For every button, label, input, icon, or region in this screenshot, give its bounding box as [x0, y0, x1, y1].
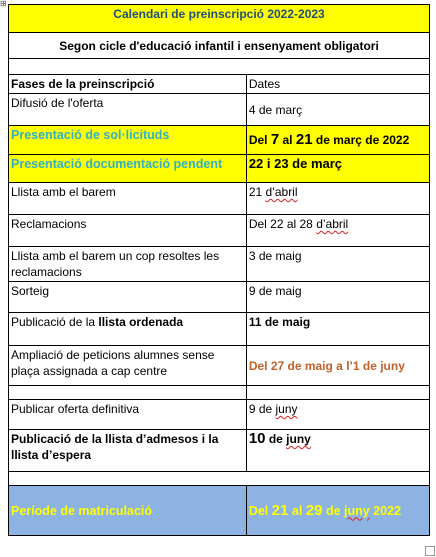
- spacer-cell: [9, 472, 430, 486]
- date-text: 9 de: [248, 402, 276, 416]
- table-row: [9, 94, 430, 126]
- date-cell: 9 de maig: [246, 282, 429, 313]
- phase-cell: Llista amb el barem: [9, 183, 247, 215]
- phase-cell: Llista amb el barem un cop resoltes les reclamacions: [9, 247, 247, 282]
- phase-text-bold: llista ordenada: [98, 315, 184, 329]
- document-page: [8, 4, 430, 536]
- table-row: [9, 183, 430, 215]
- spacer-row: [9, 386, 430, 400]
- table-title: Calendari de preinscripció 2022-2023: [9, 5, 430, 33]
- phase-cell: Sorteig: [9, 282, 247, 313]
- table-row: [9, 430, 430, 472]
- table-row: [9, 155, 430, 183]
- table-move-handle-icon[interactable]: ⊞: [0, 0, 7, 8]
- date-number: 7: [270, 131, 280, 148]
- phase-text: Publicació de la: [11, 315, 99, 329]
- date-text: Del 22 al 28: [248, 217, 317, 231]
- spell-check-word[interactable]: d’abril: [265, 185, 298, 199]
- spacer-cell: [9, 386, 247, 400]
- enrollment-period-row: [9, 486, 430, 536]
- date-cell: 3 de maig: [246, 247, 429, 282]
- period-label: Període de matriculació: [9, 486, 247, 536]
- spacer-row: [9, 59, 430, 75]
- header-phases: Fases de la preinscripció: [9, 75, 247, 94]
- table-row: [9, 346, 430, 386]
- spacer-cell: [9, 59, 430, 75]
- header-dates: Dates: [246, 75, 429, 94]
- date-cell: Del 27 de maig a l’1 de juny: [246, 346, 429, 386]
- table-subtitle: Segon cicle d'educació infantil i ensenyament obligatori: [9, 33, 430, 59]
- phase-cell: Ampliació de peticions alumnes sense plaça assignada a cap centre: [9, 346, 247, 386]
- phase-cell: Presentació de sol·licituds: [9, 126, 247, 155]
- phase-cell: Difusió de l'oferta: [9, 94, 247, 126]
- header-row: [9, 75, 430, 94]
- date-cell: [246, 400, 429, 430]
- date-number: 10: [248, 430, 266, 447]
- date-text: de: [322, 503, 345, 518]
- period-dates: [246, 486, 429, 536]
- spell-check-word[interactable]: juny: [344, 503, 370, 518]
- table-row: [9, 247, 430, 282]
- spell-check-word[interactable]: juny: [275, 402, 298, 416]
- spacer-row: [9, 472, 430, 486]
- phase-cell: Presentació documentació pendent: [9, 155, 247, 183]
- phase-cell: [9, 313, 247, 346]
- table-row: [9, 400, 430, 430]
- date-number: 21: [271, 501, 289, 519]
- date-cell: [246, 215, 429, 247]
- date-cell: 22 i 23 de març: [246, 155, 429, 183]
- date-text: 21: [248, 185, 266, 199]
- date-text: 2022: [369, 503, 402, 518]
- calendar-table: [8, 4, 430, 536]
- table-resize-handle-icon[interactable]: [425, 546, 435, 556]
- table-row: [9, 313, 430, 346]
- date-text: de març de 2022: [312, 133, 410, 147]
- date-cell: [246, 430, 429, 472]
- date-text: al: [279, 133, 296, 147]
- table-row: [9, 215, 430, 247]
- date-cell: [246, 126, 429, 155]
- table-row: [9, 126, 430, 155]
- subtitle-row: [9, 33, 430, 59]
- date-cell: 4 de març: [246, 94, 429, 126]
- date-cell: [246, 183, 429, 215]
- date-text: de: [265, 432, 287, 446]
- title-row: [9, 5, 430, 33]
- phase-cell: Reclamacions: [9, 215, 247, 247]
- date-number: 21: [295, 131, 313, 148]
- phase-cell: Publicar oferta definitiva: [9, 400, 247, 430]
- date-text: al: [288, 503, 306, 518]
- spacer-cell: [246, 386, 429, 400]
- spell-check-word[interactable]: juny: [286, 432, 311, 446]
- spell-check-word[interactable]: d’abril: [316, 217, 349, 231]
- date-number: 29: [305, 501, 323, 519]
- phase-cell: Publicació de la llista d’admesos i la llista d’espera: [9, 430, 247, 472]
- table-row: [9, 282, 430, 313]
- date-text: Del: [248, 133, 271, 147]
- date-cell: 11 de maig: [246, 313, 429, 346]
- date-text: Del: [248, 503, 272, 518]
